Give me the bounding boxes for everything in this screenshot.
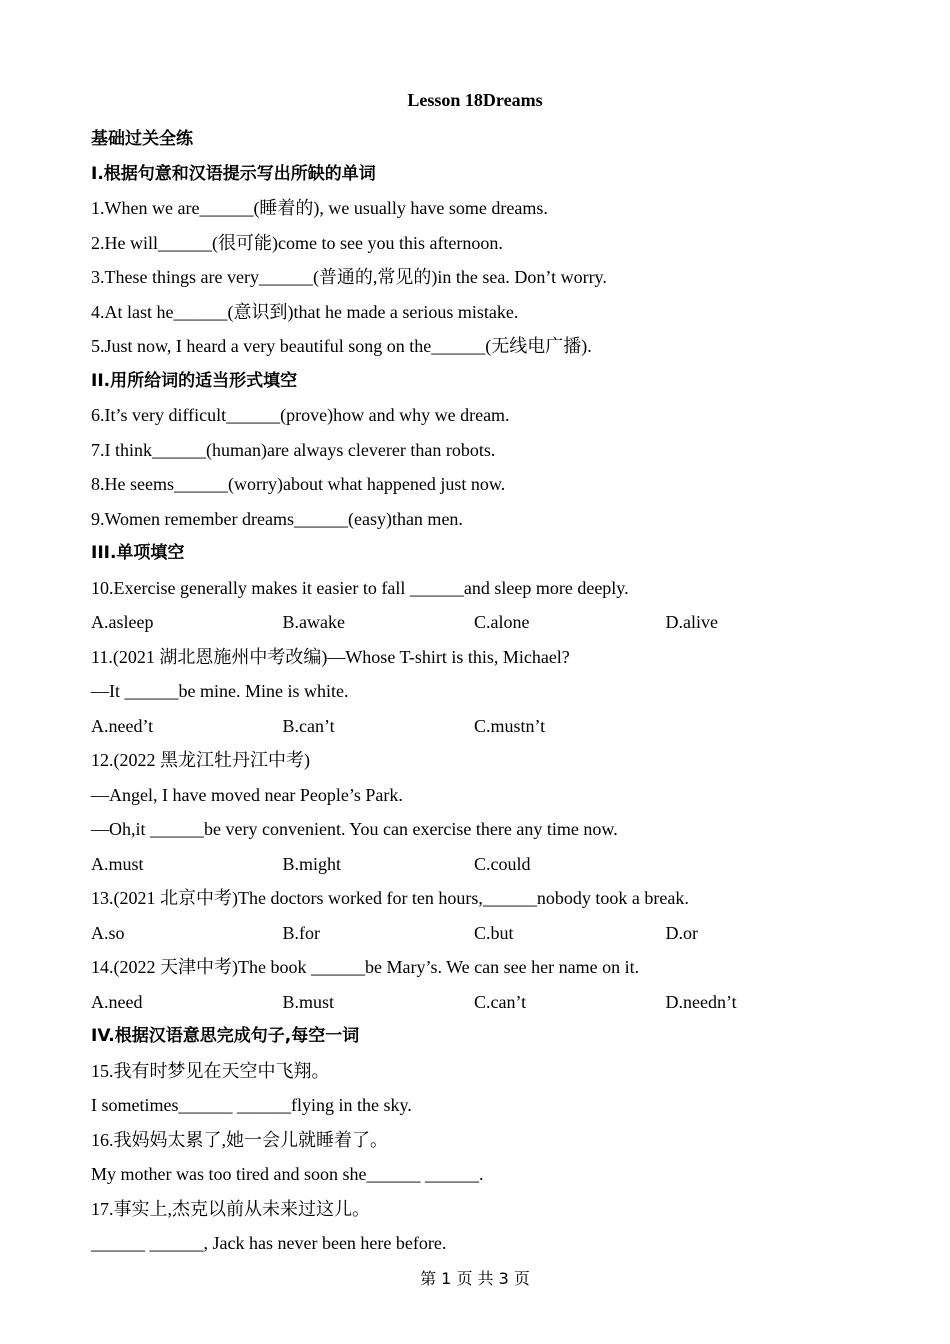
question-1: 1.When we are______(睡着的), we usually have some dreams. (91, 198, 548, 218)
question-4: 4.At last he______(意识到)that he made a serious mistake. (91, 301, 519, 322)
option-a: A.need’t (91, 715, 154, 736)
exercise-content (91, 122, 871, 1261)
question-16: 16.我妈妈太累了,她一会儿就睡着了。 (91, 1129, 388, 1150)
section-1-heading: I.根据句意和汉语提示写出所缺的单词 (91, 163, 376, 184)
question-12-options (91, 847, 871, 882)
question-15: 15.我有时梦见在天空中飞翔。 (91, 1060, 330, 1081)
question-11: 11.(2021 湖北恩施州中考改编)—Whose T-shirt is this, Michael? (91, 646, 570, 667)
option-a: A.asleep (91, 612, 154, 632)
question-3: 3.These things are very______(普通的,常见的)in the sea. Don’t worry. (91, 267, 607, 287)
option-d: D.or (665, 922, 698, 943)
question-17: 17.事实上,杰克以前从未来过这儿。 (91, 1198, 370, 1219)
question-9: 9.Women remember dreams______(easy)than men. (91, 508, 463, 529)
section-4-heading: IV.根据汉语意思完成句子,每空一词 (91, 1026, 360, 1046)
option-c: C.alone (474, 612, 530, 632)
question-7: 7.I think______(human)are always cleverer than robots. (91, 439, 496, 460)
lesson-title: Lesson 18Dreams (407, 90, 543, 110)
question-13: 13.(2021 北京中考)The doctors worked for ten hours,______nobody took a break. (91, 888, 689, 908)
question-12-dialogue-1: —Angel, I have moved near People’s Park. (91, 784, 403, 805)
question-16-sentence: My mother was too tired and soon she______ ______. (91, 1164, 484, 1184)
question-12: 12.(2022 黑龙江牡丹江中考) (91, 750, 310, 770)
question-8: 8.He seems______(worry)about what happened just now. (91, 474, 506, 494)
option-d: D.needn’t (665, 991, 737, 1012)
page-footer: 第 1 页 共 3 页 (420, 1269, 530, 1288)
question-10: 10.Exercise generally makes it easier to fall ______and sleep more deeply. (91, 577, 629, 598)
option-c: C.could (474, 853, 531, 874)
question-15-sentence: I sometimes______ ______flying in the sky. (91, 1095, 412, 1115)
option-b: B.can’t (282, 715, 335, 736)
section-3-heading: III.单项填空 (91, 543, 185, 563)
option-d: D.alive (665, 612, 718, 632)
option-b: B.for (282, 922, 320, 943)
option-c: C.can’t (474, 991, 527, 1012)
question-2: 2.He will______(很可能)come to see you this afternoon. (91, 232, 503, 253)
question-12-dialogue-2: —Oh,it ______be very convenient. You can exercise there any time now. (91, 819, 618, 839)
section-main-heading: 基础过关全练 (91, 129, 193, 149)
section-2-heading: II.用所给词的适当形式填空 (91, 370, 298, 391)
question-14: 14.(2022 天津中考)The book ______be Mary’s. We can see her name on it. (91, 957, 640, 977)
question-5: 5.Just now, I heard a very beautiful song on the______(无线电广播). (91, 336, 592, 356)
question-14-options (91, 985, 871, 1020)
question-11-options (91, 709, 871, 744)
option-a: A.need (91, 991, 143, 1012)
option-a: A.so (91, 922, 125, 943)
option-b: B.might (282, 853, 342, 874)
option-c: C.but (474, 922, 514, 943)
question-11-dialogue: —It ______be mine. Mine is white. (91, 681, 349, 701)
option-a: A.must (91, 853, 144, 874)
question-13-options (91, 916, 871, 951)
question-6: 6.It’s very difficult______(prove)how and why we dream. (91, 405, 510, 425)
option-b: B.awake (282, 612, 345, 632)
question-17-sentence: ______ ______, Jack has never been here before. (91, 1233, 447, 1253)
option-b: B.must (282, 991, 335, 1012)
option-c: C.mustn’t (474, 715, 546, 736)
question-10-options (91, 605, 871, 640)
